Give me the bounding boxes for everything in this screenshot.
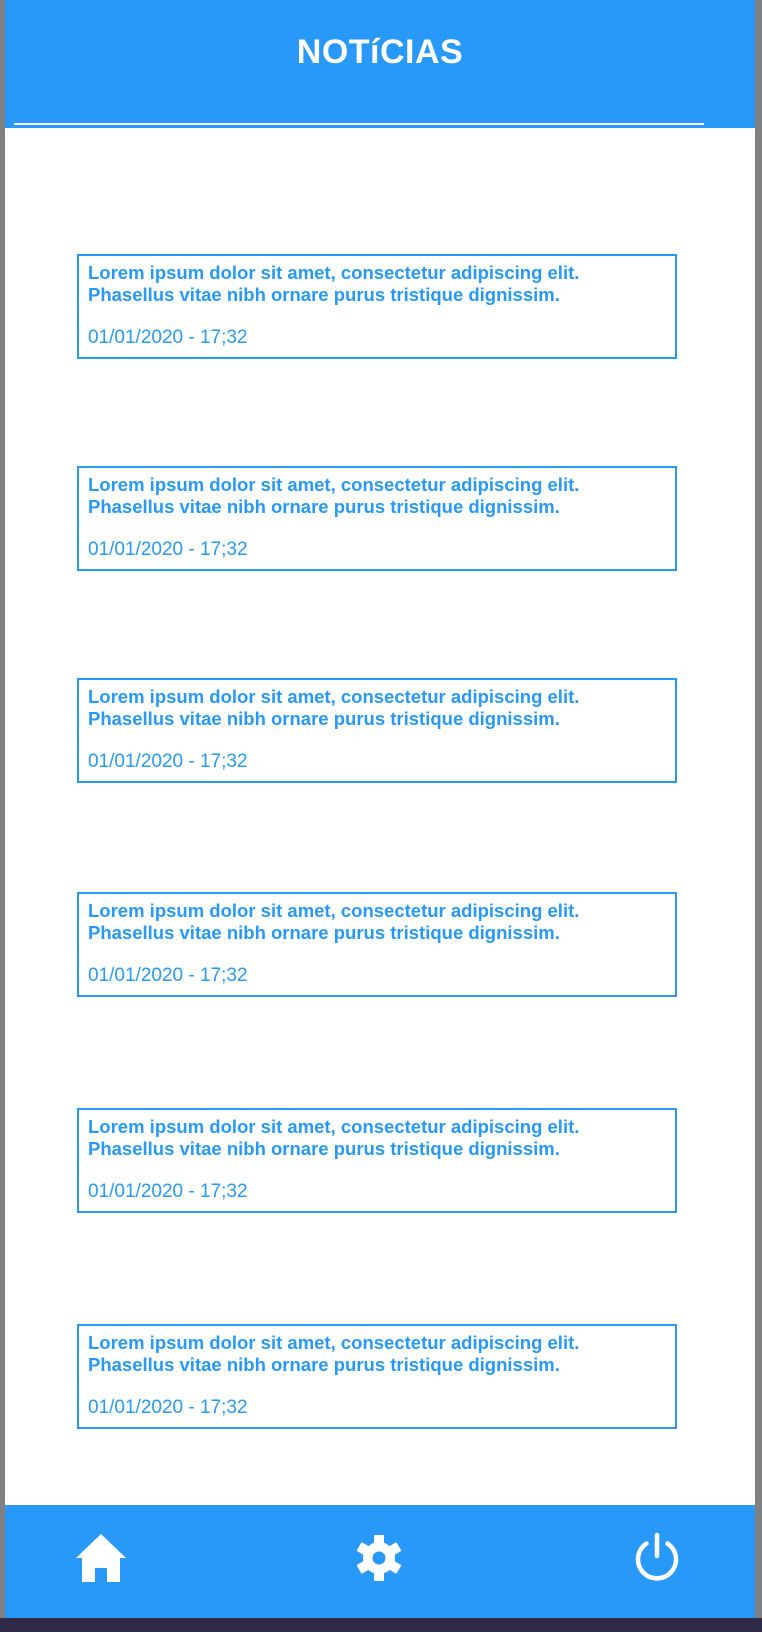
news-date: 01/01/2020 - 17;32 — [88, 751, 248, 772]
settings-button[interactable] — [346, 1527, 412, 1593]
news-title: Lorem ipsum dolor sit amet, consectetur adipiscing elit. Phasellus vitae nibh ornare purus tristique dignissim. — [88, 1116, 580, 1159]
home-button[interactable] — [68, 1527, 134, 1593]
power-icon — [630, 1531, 684, 1590]
news-title: Lorem ipsum dolor sit amet, consectetur adipiscing elit. Phasellus vitae nibh ornare purus tristique dignissim. — [88, 262, 580, 305]
system-bar — [0, 1618, 762, 1632]
news-title: Lorem ipsum dolor sit amet, consectetur adipiscing elit. Phasellus vitae nibh ornare purus tristique dignissim. — [88, 686, 580, 729]
bottom-navigation — [5, 1505, 755, 1618]
app-screen — [5, 0, 755, 1618]
news-card[interactable] — [77, 1324, 677, 1429]
news-card[interactable] — [77, 678, 677, 783]
news-title: Lorem ipsum dolor sit amet, consectetur adipiscing elit. Phasellus vitae nibh ornare purus tristique dignissim. — [88, 1332, 580, 1375]
page-title: NOTíCIAS — [296, 33, 464, 71]
news-date: 01/01/2020 - 17;32 — [88, 327, 248, 348]
news-title: Lorem ipsum dolor sit amet, consectetur adipiscing elit. Phasellus vitae nibh ornare purus tristique dignissim. — [88, 474, 580, 517]
news-card[interactable] — [77, 254, 677, 359]
news-card[interactable] — [77, 1108, 677, 1213]
news-date: 01/01/2020 - 17;32 — [88, 539, 248, 560]
news-title: Lorem ipsum dolor sit amet, consectetur adipiscing elit. Phasellus vitae nibh ornare purus tristique dignissim. — [88, 900, 580, 943]
news-date: 01/01/2020 - 17;32 — [88, 965, 248, 986]
home-icon — [74, 1532, 128, 1589]
power-button[interactable] — [624, 1527, 690, 1593]
header-divider — [14, 123, 704, 125]
news-date: 01/01/2020 - 17;32 — [88, 1181, 248, 1202]
header-bar — [5, 0, 755, 128]
news-date: 01/01/2020 - 17;32 — [88, 1397, 248, 1418]
news-card[interactable] — [77, 466, 677, 571]
news-card[interactable] — [77, 892, 677, 997]
gear-icon — [353, 1532, 405, 1589]
